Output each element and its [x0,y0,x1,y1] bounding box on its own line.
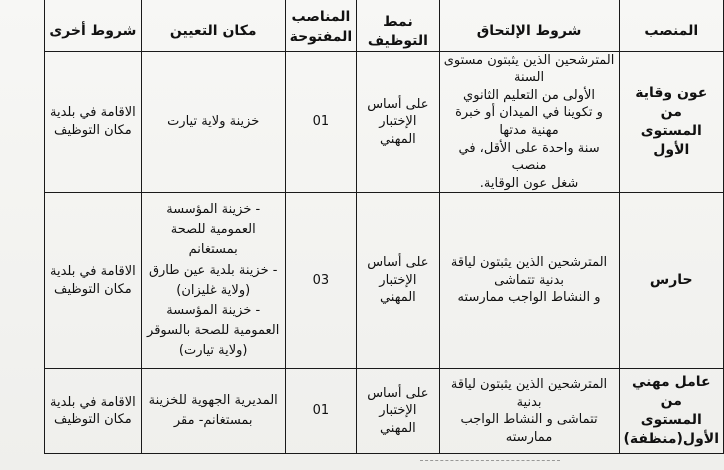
job-openings-table [44,0,724,454]
other-cell: الاقامة في بلدية مكان التوظيف [45,369,142,454]
header-mode: نمط التوظيف [357,0,439,51]
mode-cell: على أساس الإختبار المهني [357,369,439,454]
header-conditions: شروط الإلتحاق [439,0,619,51]
place-cell: - خزينة المؤسسة العمومية للصحة بمستغانم - خزينة بلدية عين طارق (ولاية غليزان) - خزينة المؤسسة العمومية للصحة بالسوقر (ولاية تيارت) [141,193,285,369]
other-cell: الاقامة في بلدية مكان التوظيف [45,51,142,192]
header-place: مكان التعيين [141,0,285,51]
place-cell: المديرية الجهوية للخزينة بمستغانم- مقر [141,369,285,454]
conditions-cell: المترشحين الذين يثبتون مستوى السنة الأولى من التعليم الثانوي و تكوينا في الميدان أو خبرة مهنية مدتها سنة واحدة على الأقل، في منصب شغل عون الوقاية. [439,51,619,192]
place-cell: خزينة ولاية تيارت [141,51,285,192]
count-cell: 01 [285,51,357,192]
header-count: المناصب المفتوحة [285,0,357,51]
table-row [45,51,724,192]
table-header-row [45,0,724,51]
count-cell: 03 [285,193,357,369]
table-row [45,369,724,454]
page-continuation-mark [420,460,560,463]
header-post: المنصب [619,0,723,51]
post-cell: عون وقاية من المستوى الأول [619,51,723,192]
count-cell: 01 [285,369,357,454]
post-cell: حارس [619,193,723,369]
conditions-cell: المترشحين الذين يثبتون لياقة بدنية تتماشى و النشاط الواجب ممارسته [439,193,619,369]
post-cell: عامل مهني من المستوى الأول(منظفة) [619,369,723,454]
table-row [45,193,724,369]
mode-cell: على أساس الإختبار المهني [357,51,439,192]
conditions-cell: المترشحين الذين يثبتون لياقة بدنية تتماشى و النشاط الواجب ممارسته [439,369,619,454]
mode-cell: على أساس الإختبار المهني [357,193,439,369]
other-cell: الاقامة في بلدية مكان التوظيف [45,193,142,369]
header-other: شروط أخرى [45,0,142,51]
